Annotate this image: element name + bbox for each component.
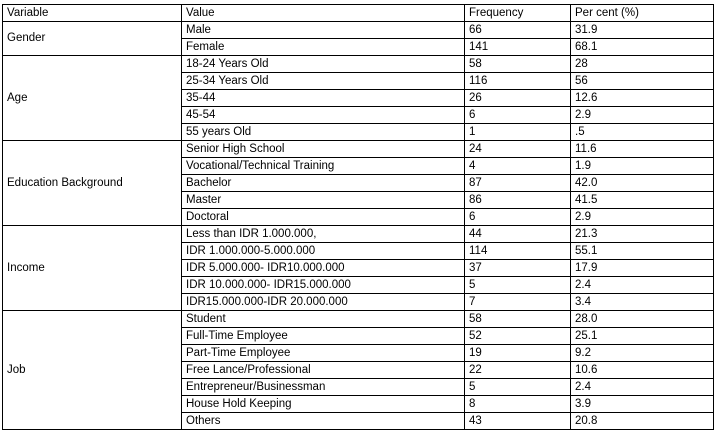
value-cell: House Hold Keeping [182, 396, 465, 413]
frequency-cell: 7 [465, 294, 571, 311]
percent-cell: 25.1 [571, 328, 714, 345]
table-row [3, 141, 714, 158]
value-cell: Bachelor [182, 175, 465, 192]
header-variable: Variable [3, 5, 182, 22]
frequency-cell: 86 [465, 192, 571, 209]
percent-cell: 28 [571, 56, 714, 73]
value-cell: 55 years Old [182, 124, 465, 141]
frequency-cell: 5 [465, 277, 571, 294]
percent-cell: 42.0 [571, 175, 714, 192]
value-cell: IDR 10.000.000- IDR15.000.000 [182, 277, 465, 294]
table-row [3, 311, 714, 328]
frequency-cell: 1 [465, 124, 571, 141]
frequency-cell: 116 [465, 73, 571, 90]
percent-cell: 2.9 [571, 107, 714, 124]
frequency-cell: 87 [465, 175, 571, 192]
percent-cell: 68.1 [571, 39, 714, 56]
percent-cell: 41.5 [571, 192, 714, 209]
percent-cell: 1.9 [571, 158, 714, 175]
percent-cell: 21.3 [571, 226, 714, 243]
frequency-cell: 8 [465, 396, 571, 413]
percent-cell: 3.4 [571, 294, 714, 311]
value-cell: 45-54 [182, 107, 465, 124]
frequency-cell: 66 [465, 22, 571, 39]
percent-cell: .5 [571, 124, 714, 141]
table-row [3, 22, 714, 39]
percent-cell: 28.0 [571, 311, 714, 328]
percent-cell: 31.9 [571, 22, 714, 39]
frequency-cell: 37 [465, 260, 571, 277]
value-cell: Less than IDR 1.000.000, [182, 226, 465, 243]
percent-cell: 20.8 [571, 413, 714, 430]
frequency-cell: 26 [465, 90, 571, 107]
value-cell: IDR15.000.000-IDR 20.000.000 [182, 294, 465, 311]
value-cell: Vocational/Technical Training [182, 158, 465, 175]
frequency-cell: 4 [465, 158, 571, 175]
value-cell: Part-Time Employee [182, 345, 465, 362]
percent-cell: 2.4 [571, 379, 714, 396]
variable-cell: Gender [3, 22, 182, 56]
frequency-cell: 6 [465, 209, 571, 226]
value-cell: Full-Time Employee [182, 328, 465, 345]
value-cell: 25-34 Years Old [182, 73, 465, 90]
value-cell: Student [182, 311, 465, 328]
demographics-table [2, 4, 714, 430]
variable-cell: Education Background [3, 141, 182, 226]
frequency-cell: 22 [465, 362, 571, 379]
value-cell: 18-24 Years Old [182, 56, 465, 73]
table-header-row [3, 5, 714, 22]
header-percent: Per cent (%) [571, 5, 714, 22]
percent-cell: 11.6 [571, 141, 714, 158]
percent-cell: 9.2 [571, 345, 714, 362]
header-frequency: Frequency [465, 5, 571, 22]
frequency-cell: 6 [465, 107, 571, 124]
value-cell: Free Lance/Professional [182, 362, 465, 379]
percent-cell: 12.6 [571, 90, 714, 107]
variable-cell: Income [3, 226, 182, 311]
frequency-cell: 52 [465, 328, 571, 345]
percent-cell: 10.6 [571, 362, 714, 379]
percent-cell: 3.9 [571, 396, 714, 413]
value-cell: Male [182, 22, 465, 39]
value-cell: 35-44 [182, 90, 465, 107]
percent-cell: 2.4 [571, 277, 714, 294]
frequency-cell: 24 [465, 141, 571, 158]
frequency-cell: 114 [465, 243, 571, 260]
percent-cell: 55.1 [571, 243, 714, 260]
frequency-cell: 58 [465, 311, 571, 328]
percent-cell: 17.9 [571, 260, 714, 277]
table-body [3, 22, 714, 430]
percent-cell: 2.9 [571, 209, 714, 226]
value-cell: Senior High School [182, 141, 465, 158]
value-cell: Master [182, 192, 465, 209]
frequency-cell: 43 [465, 413, 571, 430]
value-cell: Doctoral [182, 209, 465, 226]
variable-cell: Job [3, 311, 182, 430]
variable-cell: Age [3, 56, 182, 141]
frequency-cell: 141 [465, 39, 571, 56]
value-cell: Others [182, 413, 465, 430]
frequency-cell: 44 [465, 226, 571, 243]
value-cell: IDR 5.000.000- IDR10.000.000 [182, 260, 465, 277]
value-cell: IDR 1.000.000-5.000.000 [182, 243, 465, 260]
frequency-cell: 5 [465, 379, 571, 396]
table-row [3, 56, 714, 73]
percent-cell: 56 [571, 73, 714, 90]
header-value: Value [182, 5, 465, 22]
value-cell: Female [182, 39, 465, 56]
value-cell: Entrepreneur/Businessman [182, 379, 465, 396]
frequency-cell: 58 [465, 56, 571, 73]
frequency-cell: 19 [465, 345, 571, 362]
table-row [3, 226, 714, 243]
